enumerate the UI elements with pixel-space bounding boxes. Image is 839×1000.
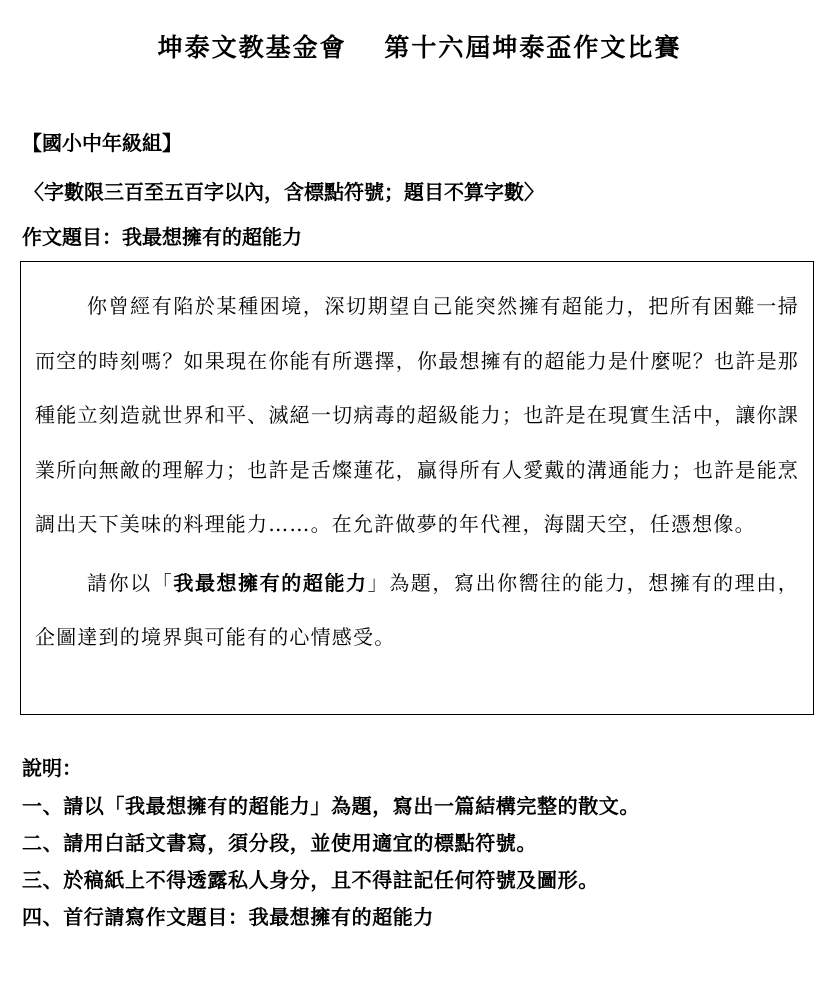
prompt-paragraph-2-lead: 請你以「 bbox=[87, 570, 174, 595]
notes-heading: 說明： bbox=[22, 756, 82, 780]
note-item-4: 四、首行請寫作文題目：我最想擁有的超能力 bbox=[22, 905, 434, 929]
page-title: 坤泰文教基金會 第十六屆坤泰盃作文比賽 bbox=[157, 33, 682, 62]
prompt-topic-emphasis: 我最想擁有的超能力 bbox=[173, 570, 368, 595]
notes-list bbox=[22, 788, 640, 936]
note-item-3: 三、於稿紙上不得透露私人身分，且不得註記任何符號及圖形。 bbox=[22, 868, 599, 892]
prompt-paragraph-2 bbox=[35, 556, 799, 665]
prompt-paragraph-2-rest: 」為題，寫出你嚮往的能力，想擁有的理由，企圖達到的境界與可能有的心情感受。 bbox=[35, 570, 799, 649]
note-item-1: 一、請以「我最想擁有的超能力」為題，寫出一篇結構完整的散文。 bbox=[22, 794, 640, 818]
prompt-paragraph-1: 你曾經有陷於某種困境，深切期望自己能突然擁有超能力，把所有困難一掃而空的時刻嗎？如果現在你能有所選擇，你最想擁有的超能力是什麼呢？也許是那種能立刻造就世界和平、滅絕一切病毒的超級能力；也許是在現實生活中，讓你課業所向無敵的理解力；也許是舌燦蓮花，贏得所有人愛戴的溝通能力；也許是能烹調出天下美味的料理能力……。在允許做夢的年代裡，海闊天空，任憑想像。 bbox=[35, 294, 799, 536]
prompt-box bbox=[20, 261, 814, 715]
grade-group-label: 【國小中年級組】 bbox=[22, 131, 182, 155]
essay-topic-line: 作文題目：我最想擁有的超能力 bbox=[22, 225, 302, 249]
note-item-2: 二、請用白話文書寫，須分段，並使用適宜的標點符號。 bbox=[22, 831, 537, 855]
word-limit-note: 〈字數限三百至五百字以內，含標點符號；題目不算字數〉 bbox=[24, 180, 544, 204]
